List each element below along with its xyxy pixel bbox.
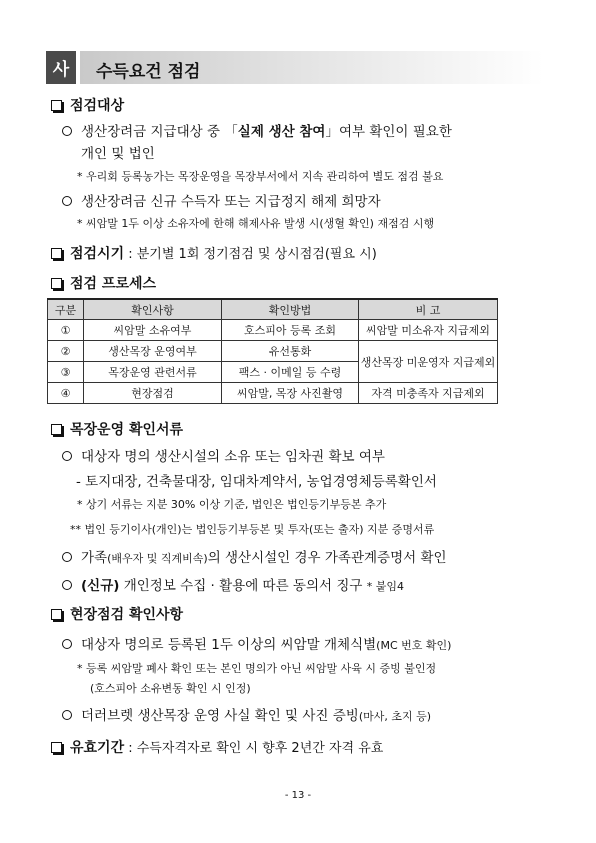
target-item-1: 생산장려금 지급대상 중 「실제 생산 참여」여부 확인이 필요한 — [62, 120, 452, 140]
target-note-1: * 우리회 등록농가는 목장운영을 목장부서에서 지속 관리하여 별도 점검 불요 — [77, 170, 444, 183]
onsite-item-1: 대상자 명의로 등록된 1두 이상의 씨암말 개체식별(MC 번호 확인) — [62, 633, 451, 653]
section-title: 수득요건 점검 — [96, 62, 201, 82]
documents-item-1: 대상자 명의 생산시설의 소유 또는 임차권 확보 여부 — [62, 445, 385, 465]
heading-timing: 점검시기 : 분기별 1회 정기점검 및 상시점검(필요 시) — [51, 243, 377, 263]
circle-bullet-icon — [62, 552, 72, 562]
documents-item-3: (신규) 개인정보 수집 · 활용에 따른 동의서 징구 * 붙임4 — [62, 574, 404, 594]
target-item-2: 생산장려금 신규 수득자 또는 지급정지 해제 희망자 — [62, 190, 381, 210]
onsite-note-1: * 등록 씨암말 폐사 확인 또는 본인 명의가 아닌 씨암말 사육 시 증빙 불인정 — [77, 662, 437, 675]
circle-bullet-icon — [62, 196, 72, 206]
page-number: - 13 - — [284, 790, 312, 801]
heading-process: 점검 프로세스 — [51, 273, 156, 293]
circle-bullet-icon — [62, 451, 72, 461]
checkbox-square-icon — [51, 424, 62, 435]
circle-bullet-icon — [62, 639, 72, 649]
section-badge: 사 — [46, 51, 76, 84]
onsite-note-1-cont: (호스피아 소유변동 확인 시 인정) — [90, 682, 251, 695]
target-note-2: * 씨암말 1두 이상 소유자에 한해 해제사유 발생 시(생혈 확인) 재점검 시행 — [77, 217, 435, 230]
heading-onsite: 현장점검 확인사항 — [51, 604, 183, 624]
col-header: 확인방법 — [222, 299, 359, 320]
checkbox-square-icon — [51, 100, 62, 111]
circle-bullet-icon — [62, 710, 72, 720]
col-header: 비 고 — [359, 299, 498, 320]
circle-bullet-icon — [62, 580, 72, 590]
table-header-row — [48, 299, 498, 320]
checkbox-square-icon — [51, 248, 62, 259]
table-row: ④ 현장점검 씨암말, 목장 사진촬영 자격 미충족자 지급제외 — [48, 383, 498, 404]
heading-validity: 유효기간 : 수득자격자로 확인 시 향후 2년간 자격 유효 — [51, 737, 383, 757]
heading-documents: 목장운영 확인서류 — [51, 419, 183, 439]
checkbox-square-icon — [51, 742, 62, 753]
col-header: 확인사항 — [84, 299, 222, 320]
table-row: ② 생산목장 운영여부 유선통화 생산목장 미운영자 지급제외 — [48, 341, 498, 362]
documents-note-2: ** 법인 등기이사(개인)는 법인등기부등본 및 투자(또는 출자) 지분 증명서류 — [70, 523, 435, 536]
checkbox-square-icon — [51, 278, 62, 289]
table-row: ③ 목장운영 관련서류 팩스 · 이메일 등 수령 — [48, 362, 498, 383]
target-item-1-cont: 개인 및 법인 — [81, 146, 155, 162]
section-header — [46, 51, 544, 84]
col-header: 구분 — [48, 299, 84, 320]
circle-bullet-icon — [62, 126, 72, 136]
checkbox-square-icon — [51, 609, 62, 620]
table-row: ① 씨암말 소유여부 호스피아 등록 조회 씨암말 미소유자 지급제외 — [48, 320, 498, 341]
onsite-item-2: 더러브렛 생산목장 운영 사실 확인 및 사진 증빙(마사, 초지 등) — [62, 704, 431, 724]
documents-list: - 토지대장, 건축물대장, 임대차계약서, 농업경영체등록확인서 — [76, 474, 437, 490]
process-table — [47, 298, 498, 404]
documents-item-2: 가족(배우자 및 직계비속)의 생산시설인 경우 가족관계증명서 확인 — [62, 546, 447, 566]
documents-note-1: * 상기 서류는 지분 30% 이상 기준, 법인은 법인등기부등본 추가 — [77, 498, 387, 511]
heading-target: 점검대상 — [51, 95, 124, 115]
